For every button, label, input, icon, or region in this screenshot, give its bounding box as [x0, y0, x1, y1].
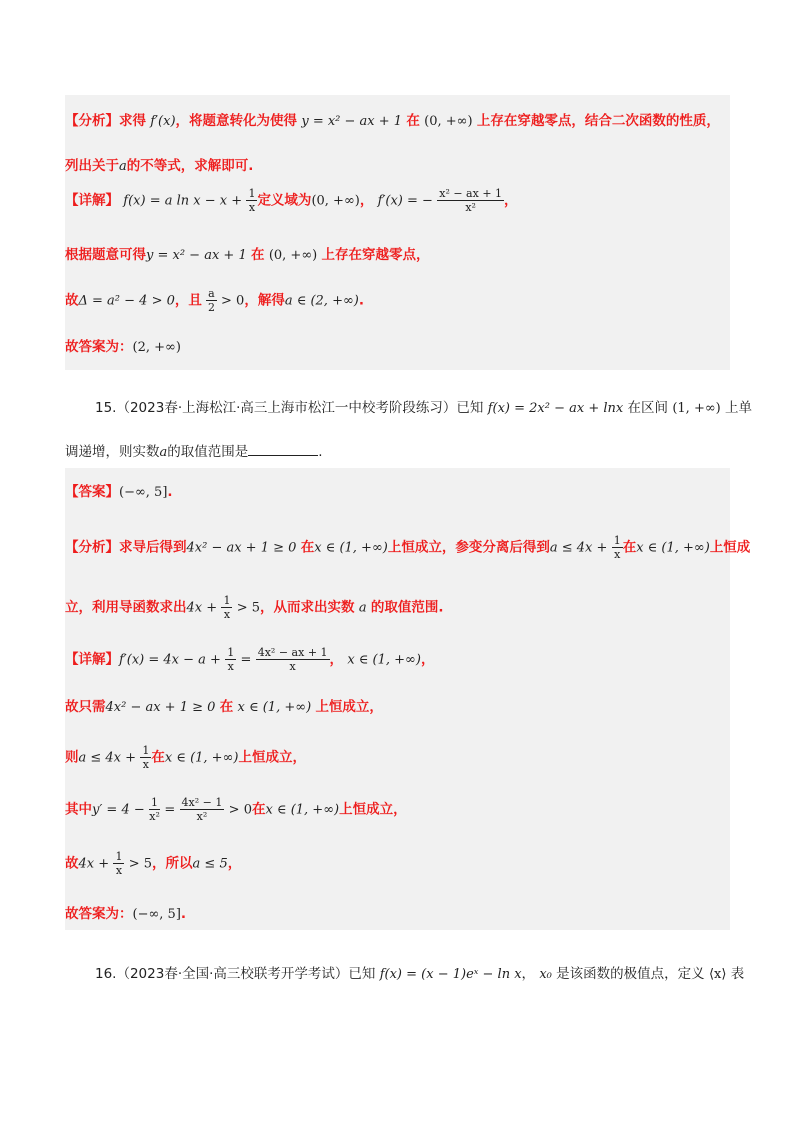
fraction: $\frac{1}{x}$: [115, 850, 123, 877]
fraction: $\frac{\text{4x² − 1}}{\text{x²}}$: [181, 796, 223, 823]
fraction: $\frac{1}{x}$: [227, 646, 235, 673]
fraction: $\frac{1}{x}$: [248, 187, 256, 214]
detail-line-1: 【详解】 f(x) = a ln x − x + $\frac{1}{x}$ 定义域为(0, +∞)， f′(x) = − $\frac{\text{x² − ax + 1}}{\text{x²}}$ ，: [65, 187, 518, 214]
fraction: $\frac{a}{2}$: [207, 287, 215, 314]
final-answer-line: 故答案为：(−∞, 5].: [65, 906, 187, 922]
detail-line-2: 根据题意可得y = x² − ax + 1 在 (0, +∞) 上存在穿越零点，: [65, 247, 430, 263]
detail-line-4: 其中y′ = 4 − $\frac{1}{\text{x²}}$ = $\frac{\text{4x² − 1}}{\text{x²}}$ > 0在x ∈ (1, +∞)上恒成立，: [65, 796, 407, 823]
analysis-line-1: 【分析】求得 f′(x)，将题意转化为使得 y = x² − ax + 1 在 (0, +∞) 上存在穿越零点，结合二次函数的性质，: [65, 113, 720, 129]
answer-line: 【答案】(−∞, 5].: [65, 484, 173, 500]
solution-block-14: [65, 95, 730, 370]
fraction: $\frac{\text{4x² − ax + 1}}{x}$: [257, 646, 328, 673]
question-15-line-2: 调递增，则实数a的取值范围是 .: [65, 444, 323, 460]
fraction: $\frac{1}{x}$: [142, 744, 150, 771]
detail-line-1: 【详解】f′(x) = 4x − a + $\frac{1}{x}$ = $\frac{\text{4x² − ax + 1}}{x}$ ， x ∈ (1, +∞)，: [65, 646, 435, 673]
question-16-line-1: 16.（2023春·全国·高三校联考开学考试）已知 f(x) = (x − 1)eˣ − ln x， x₀ 是该函数的极值点，定义 ⟨x⟩ 表: [95, 966, 745, 982]
fraction: $\frac{1}{x}$: [223, 594, 231, 621]
analysis-line-1: 【分析】求导后得到4x² − ax + 1 ≥ 0 在x ∈ (1, +∞)上恒成立，参变分离后得到a ≤ 4x + $\frac{1}{x}$ 在x ∈ (1, +∞)上恒成: [65, 534, 751, 561]
analysis-line-2: 列出关于a的不等式，求解即可.: [65, 158, 254, 174]
detail-line-3: 则a ≤ 4x + $\frac{1}{x}$ 在x ∈ (1, +∞)上恒成立，: [65, 744, 306, 771]
question-15-line-1: 15.（2023春·上海松江·高三上海市松江一中校考阶段练习）已知 f(x) = 2x² − ax + lnx 在区间 (1, +∞) 上单: [95, 400, 753, 416]
fraction: $\frac{1}{\text{x²}}$: [149, 796, 160, 823]
answer-blank: [248, 443, 318, 456]
solution-block-15: [65, 468, 751, 930]
analysis-line-2: 立，利用导函数求出4x + $\frac{1}{x}$ > 5，从而求出实数 a 的取值范围.: [65, 594, 444, 621]
fraction: $\frac{1}{x}$: [613, 534, 621, 561]
detail-line-5: 故4x + $\frac{1}{x}$ > 5，所以a ≤ 5，: [65, 850, 242, 877]
fraction: $\frac{\text{x² − ax + 1}}{\text{x²}}$: [439, 187, 503, 214]
detail-line-2: 故只需4x² − ax + 1 ≥ 0 在 x ∈ (1, +∞) 上恒成立，: [65, 699, 383, 715]
detail-line-3: 故Δ = a² − 4 > 0，且 $\frac{a}{2}$ > 0，解得a ∈ (2, +∞).: [65, 287, 365, 314]
answer-line: 故答案为：(2, +∞): [65, 339, 181, 355]
